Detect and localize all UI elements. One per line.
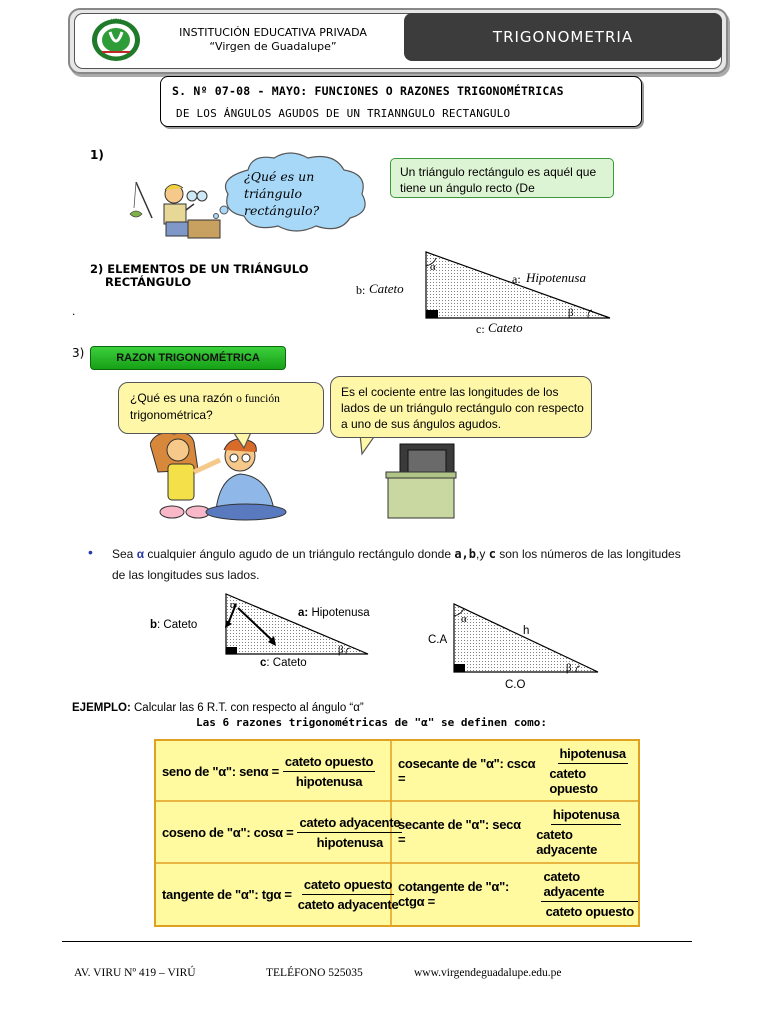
h-label: h — [523, 625, 530, 637]
alpha-label: α — [430, 261, 436, 273]
cateto-c-prefix: c: — [476, 322, 485, 336]
subject-title: TRIGONOMETRIA — [404, 13, 722, 61]
ratios-table — [154, 739, 640, 927]
ratio-tangente-fraction — [296, 877, 401, 912]
beta-label-left: β — [338, 644, 344, 656]
ratio-coseno-num: cateto adyacente — [297, 815, 402, 833]
bullet-var-c: c — [488, 547, 496, 561]
institution-name: INSTITUCIÓN EDUCATIVA PRIVADA — [179, 26, 367, 39]
bullet-text-b: cualquier ángulo agudo de un triángulo rectángulo donde — [144, 547, 455, 561]
hypotenuse-left-label: a: — [298, 607, 309, 619]
session-title-line1: S. Nº 07-08 - MAYO: FUNCIONES O RAZONES TRIGONOMÉTRICAS — [172, 84, 564, 98]
ratio-coseno-label: coseno de "α": cosα = — [162, 824, 294, 840]
footer-website[interactable]: www.virgendeguadalupe.edu.pe — [414, 967, 562, 979]
beta-label-right: β — [566, 662, 572, 674]
ratio-tangente — [162, 863, 400, 925]
triangle-diagram-right — [448, 600, 604, 676]
footer-phone: TELÉFONO 525035 — [266, 967, 363, 979]
question-bubble-text — [130, 390, 320, 423]
cateto-c-left — [260, 657, 307, 669]
footer-address: AV. VIRU Nº 419 – VIRÚ — [74, 967, 196, 979]
bullet-text-d: son los números de las longitudes de las longitudes sus lados. — [112, 547, 681, 582]
footer-divider — [62, 941, 692, 942]
beta-label: β — [568, 307, 574, 319]
ratio-coseno — [162, 801, 402, 863]
ratio-cosecante-label: cosecante de "α": cscα = — [398, 756, 536, 786]
logo-text: VIRU — [111, 18, 121, 23]
example-line — [72, 702, 364, 714]
cateto-b-left-label: b — [150, 619, 158, 631]
institution-subtitle: “Virgen de Guadalupe” — [209, 40, 337, 53]
ratio-secante-label: secante de "α": secα = — [398, 817, 521, 847]
hypotenuse-left — [298, 607, 370, 619]
alpha-label-right: α — [461, 613, 467, 625]
example-label: EJEMPLO: — [72, 702, 131, 714]
bullet-alpha: α — [136, 547, 145, 561]
cateto-c-left-label: c — [260, 657, 267, 669]
ratio-cosecante-fraction — [547, 746, 638, 796]
cateto-b-left-text: : Cateto — [157, 619, 198, 631]
question-part1: ¿Qué es una razón — [130, 391, 233, 405]
ratio-secante-den: cateto adyacente — [536, 827, 598, 857]
ratio-seno-den: hipotenusa — [295, 773, 363, 789]
ratio-seno-num: cateto opuesto — [283, 754, 375, 772]
ratio-seno-fraction — [283, 754, 375, 789]
question-text: ¿Qué es un triángulo rectángulo? — [244, 169, 320, 218]
bullet-text-a: Sea — [112, 547, 137, 561]
ratio-seno — [162, 741, 375, 801]
bullet-icon: • — [88, 544, 93, 560]
cateto-c-label: Cateto — [488, 320, 523, 335]
section3-number: 3) — [72, 346, 85, 360]
ratio-cotangente-den: cateto opuesto — [545, 904, 634, 919]
cateto-b-label: Cateto — [369, 281, 404, 296]
ratio-cosecante — [398, 741, 638, 801]
section2-title-line2: RECTÁNGULO — [105, 275, 192, 289]
hypotenuse-left-text: Hipotenusa — [311, 607, 370, 619]
ratio-tangente-num: cateto opuesto — [302, 877, 394, 895]
session-title-line2: DE LOS ÁNGULOS AGUDOS DE UN TRIANNGULO RECTANGULO — [176, 107, 511, 120]
example-text: Calcular las 6 R.T. con respecto al ángulo “α” — [134, 702, 364, 714]
ratio-cosecante-num: hipotenusa — [558, 746, 628, 764]
cateto-b-prefix: b: — [356, 283, 366, 297]
ratio-tangente-label: tangente de "α": tgα = — [162, 886, 292, 902]
cateto-b-left — [150, 619, 197, 631]
question-part3: trigonométrica? — [130, 408, 213, 422]
ratio-secante-fraction — [534, 807, 638, 857]
ratio-cotangente-label: cotangente de "α": ctgα = — [398, 879, 509, 909]
ratio-secante-num: hipotenusa — [551, 807, 621, 825]
ratio-seno-label: seno de "α": senα = — [162, 763, 279, 779]
bullet-vars: a,b — [454, 547, 477, 561]
ratio-tangente-den: cateto adyacente — [297, 896, 399, 912]
definition-heading: Las 6 razones trigonométricas de "α" se definen como: — [196, 716, 547, 729]
section1-number: 1) — [90, 148, 104, 162]
ratio-cotangente-num: cateto adyacente — [541, 869, 638, 902]
razon-trigonometrica-button[interactable]: RAZON TRIGONOMÉTRICA — [90, 346, 286, 370]
section2-title: 2) ELEMENTOS DE UN TRIÁNGULO — [90, 262, 309, 276]
ratio-coseno-fraction — [297, 815, 402, 850]
hypotenuse-prefix: a: — [512, 272, 521, 286]
alpha-label-left: α — [230, 599, 236, 611]
students-computer-illustration — [150, 430, 460, 522]
ratio-secante — [398, 801, 638, 863]
co-label: C.O — [505, 679, 526, 691]
ratio-cotangente — [398, 863, 638, 925]
cateto-c-left-text: : Cateto — [266, 657, 307, 669]
hypotenuse-label: Hipotenusa — [526, 270, 586, 285]
answer-bubble-text: Es el cociente entre las longitudes de los lados de un triángulo rectángulo con respecto a uno de sus ángulos agudos. — [341, 385, 584, 431]
ca-label: C.A — [428, 634, 448, 646]
stray-dot: . — [72, 304, 76, 318]
school-logo — [90, 16, 142, 62]
bullet-text-c: ,y — [476, 547, 489, 561]
definition-text: Un triángulo rectángulo es aquél que tiene un ángulo recto (De — [400, 165, 597, 195]
ratio-cotangente-fraction — [541, 869, 638, 919]
question-part2: o función — [236, 393, 280, 405]
triangle-diagram-left — [220, 590, 374, 658]
bullet-paragraph — [112, 544, 682, 586]
ratio-cosecante-den: cateto opuesto — [549, 766, 598, 796]
ratio-coseno-den: hipotenusa — [316, 834, 383, 850]
